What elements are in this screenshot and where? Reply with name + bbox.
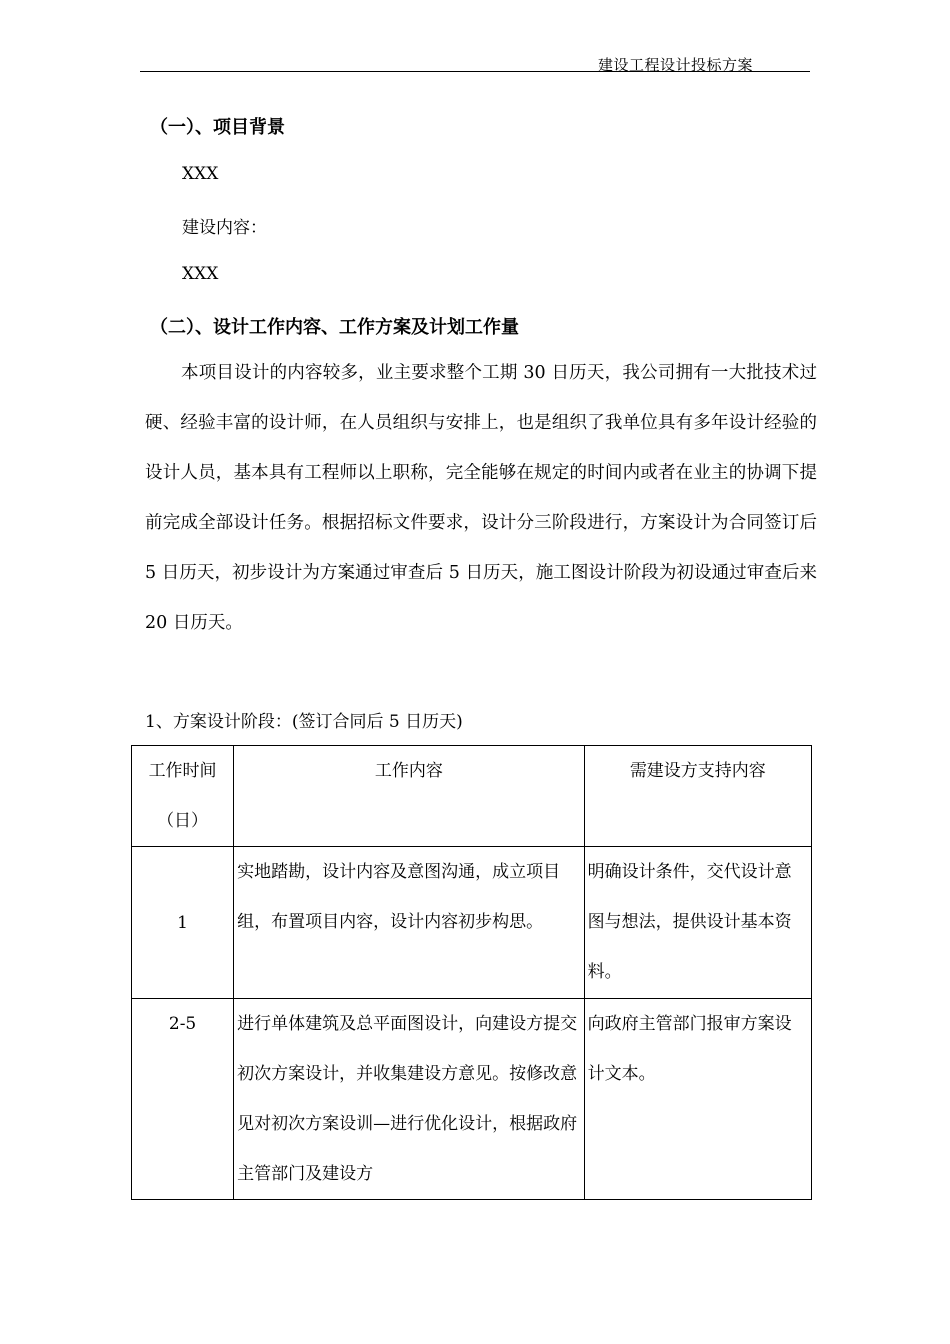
row-day: 2-5 [168, 1014, 197, 1034]
schedule-table [131, 745, 812, 1200]
row-content: 实地踏勘，设计内容及意图沟通，成立项目组，布置项目内容，设计内容初步构思。 [237, 862, 561, 932]
section-heading-background: （一）、项目背景 [150, 117, 285, 138]
table-row [132, 999, 812, 1200]
header-rule [140, 71, 810, 72]
table-header-cell [584, 746, 811, 847]
table-header-cell [234, 746, 585, 847]
table-caption: 1、方案设计阶段：(签订合同后 5 日历天) [145, 712, 463, 732]
table-cell [132, 999, 234, 1200]
row-content: 进行单体建筑及总平面图设计，向建设方提交初次方案设计，并收集建设方意见。按修改意见对初次方案设训—进行优化设计，根据政府主管部门及建设方 [237, 1014, 578, 1184]
table-cell [234, 999, 585, 1200]
row-support: 向政府主管部门报审方案设计文本。 [587, 1014, 792, 1084]
header-work-content: 工作内容 [374, 761, 443, 781]
table-cell [584, 847, 811, 999]
construction-content-label: 建设内容： [182, 218, 267, 238]
row-day: 1 [177, 913, 188, 933]
section-heading-design-work: （二）、设计工作内容、工作方案及计划工作量 [150, 317, 519, 338]
table-cell [132, 847, 234, 999]
table-header-row [132, 746, 812, 847]
table-row [132, 847, 812, 999]
background-text-2: XXX [182, 264, 219, 284]
row-support: 明确设计条件，交代设计意图与想法，提供设计基本资料。 [587, 862, 792, 982]
table-header-cell [132, 746, 234, 847]
header-work-time: 工作时间（日） [148, 761, 217, 831]
page-header-title: 建设工程设计投标方案 [598, 56, 754, 74]
table-cell [234, 847, 585, 999]
background-text-1: XXX [182, 164, 219, 184]
design-work-paragraph: 本项目设计的内容较多，业主要求整个工期 30 日历天，我公司拥有一大批技术过硬、经验丰富的设计师，在人员组织与安排上，也是组织了我单位具有多年设计经验的设计人员，基本具有工程师以上职称，完全能够在规定的时间内或者在业主的协调下提前完成全部设计任务。根据招标文件要求，设计分三阶段进行，方案设计为合同签订后 5 日历天，初步设计为方案通过审查后 5 日历天，施工图设计阶段为初设通过审查后来 20 日历天。 [145, 363, 817, 633]
header-owner-support: 需建设方支持内容 [629, 761, 766, 781]
table-cell [584, 999, 811, 1200]
